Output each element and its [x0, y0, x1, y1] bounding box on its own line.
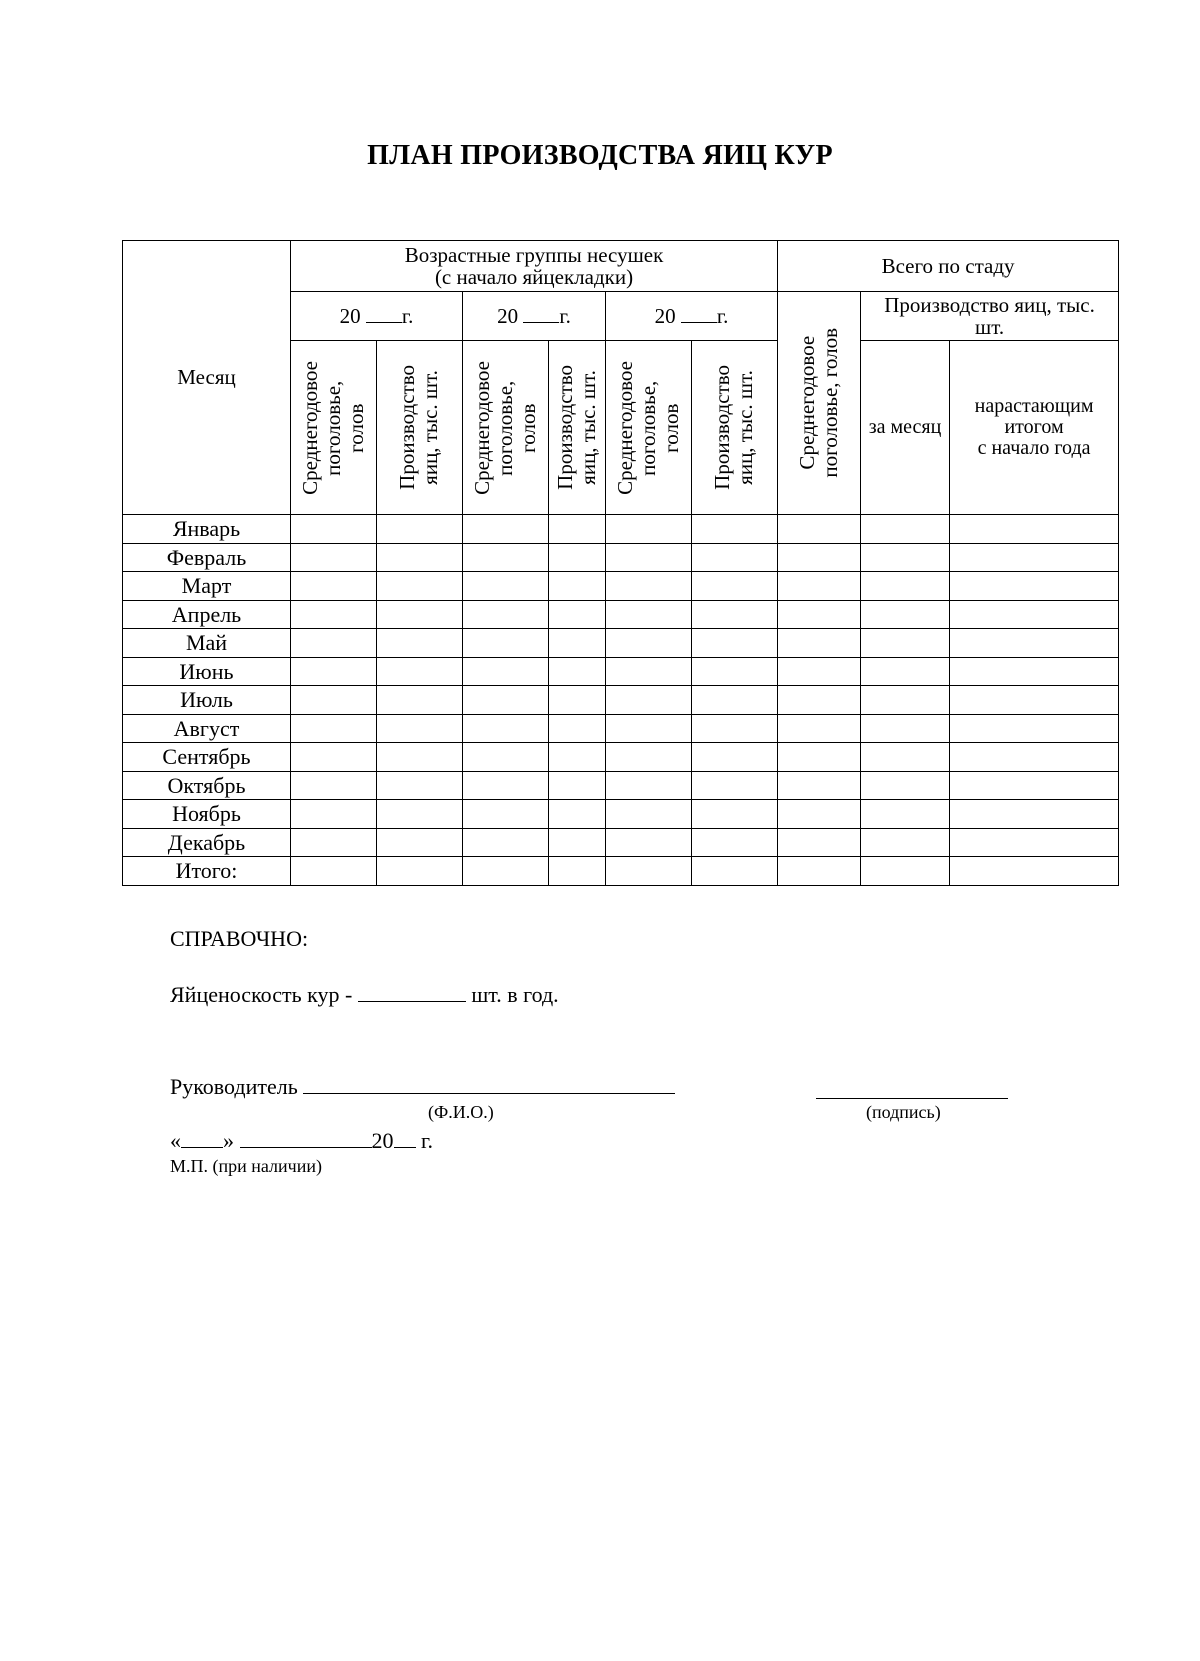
data-cell[interactable]	[377, 828, 463, 857]
egg-production-header: Производство яиц, тыс. шт.	[861, 292, 1119, 341]
data-cell[interactable]	[606, 743, 692, 772]
data-cell[interactable]	[950, 543, 1119, 572]
data-cell[interactable]	[778, 515, 861, 544]
data-cell[interactable]	[377, 657, 463, 686]
data-cell[interactable]	[778, 543, 861, 572]
data-cell[interactable]	[778, 572, 861, 601]
data-cell[interactable]	[606, 543, 692, 572]
data-cell[interactable]	[861, 515, 950, 544]
data-cell[interactable]	[377, 629, 463, 658]
data-cell[interactable]	[692, 771, 778, 800]
productivity-line	[170, 982, 559, 1008]
data-cell[interactable]	[692, 686, 778, 715]
month-cell: Июль	[123, 686, 291, 715]
month-cell: Апрель	[123, 600, 291, 629]
data-cell[interactable]	[950, 857, 1119, 886]
data-cell[interactable]	[549, 629, 606, 658]
data-cell[interactable]	[778, 771, 861, 800]
fio-caption: (Ф.И.О.)	[428, 1102, 494, 1122]
data-cell[interactable]	[291, 771, 377, 800]
data-cell[interactable]	[549, 771, 606, 800]
month-cell: Август	[123, 714, 291, 743]
data-cell[interactable]	[549, 714, 606, 743]
reference-heading: СПРАВОЧНО:	[170, 926, 309, 951]
data-cell[interactable]	[692, 657, 778, 686]
month-cell: Май	[123, 629, 291, 658]
month-cell: Февраль	[123, 543, 291, 572]
data-cell[interactable]	[950, 600, 1119, 629]
table-row	[123, 600, 1119, 629]
data-cell[interactable]	[778, 686, 861, 715]
data-cell[interactable]	[861, 857, 950, 886]
data-cell[interactable]	[778, 743, 861, 772]
cumulative-header: нарастающим итогом с начало года	[950, 341, 1119, 515]
data-cell[interactable]	[606, 828, 692, 857]
data-cell[interactable]	[463, 686, 549, 715]
table-row	[123, 629, 1119, 658]
data-cell[interactable]	[778, 828, 861, 857]
group-2-headcount-header: Среднегодовое поголовье, голов	[463, 341, 549, 515]
data-cell[interactable]	[861, 600, 950, 629]
data-cell[interactable]	[950, 828, 1119, 857]
data-cell[interactable]	[463, 714, 549, 743]
data-cell[interactable]	[606, 800, 692, 829]
data-cell[interactable]	[549, 657, 606, 686]
data-cell[interactable]	[463, 600, 549, 629]
data-cell[interactable]	[692, 600, 778, 629]
data-cell[interactable]	[463, 572, 549, 601]
table-row	[123, 800, 1119, 829]
data-cell[interactable]	[463, 857, 549, 886]
month-cell: Март	[123, 572, 291, 601]
data-cell[interactable]	[291, 857, 377, 886]
data-cell[interactable]	[692, 714, 778, 743]
data-cell[interactable]	[778, 629, 861, 658]
data-cell[interactable]	[549, 543, 606, 572]
signature-blank[interactable]	[816, 1072, 1008, 1099]
signature-caption: (подпись)	[866, 1102, 941, 1122]
productivity-unit: шт. в год.	[471, 982, 559, 1007]
data-cell[interactable]	[692, 572, 778, 601]
data-cell[interactable]	[861, 800, 950, 829]
herd-total-header: Всего по стаду	[778, 241, 1119, 292]
table-row	[123, 857, 1119, 886]
page-title: ПЛАН ПРОИЗВОДСТВА ЯИЦ КУР	[367, 140, 833, 171]
group-1-production-header: Производство яиц, тыс. шт.	[377, 341, 463, 515]
data-cell[interactable]	[291, 600, 377, 629]
total-headcount-header: Среднегодовое поголовье, голов	[778, 292, 861, 515]
data-cell[interactable]	[778, 857, 861, 886]
per-month-header: за месяц	[861, 341, 950, 515]
data-cell[interactable]	[692, 828, 778, 857]
data-cell[interactable]	[549, 743, 606, 772]
data-cell[interactable]	[861, 572, 950, 601]
data-cell[interactable]	[377, 800, 463, 829]
data-cell[interactable]	[377, 572, 463, 601]
data-cell[interactable]	[861, 828, 950, 857]
age-groups-header: Возрастные группы несушек (с начало яйцекладки)	[291, 241, 778, 292]
data-cell[interactable]	[778, 600, 861, 629]
data-cell[interactable]	[692, 515, 778, 544]
data-cell[interactable]	[692, 743, 778, 772]
data-cell[interactable]	[463, 771, 549, 800]
data-cell[interactable]	[778, 657, 861, 686]
data-cell[interactable]	[549, 600, 606, 629]
data-cell[interactable]	[377, 743, 463, 772]
data-cell[interactable]	[950, 714, 1119, 743]
group-1-headcount-header: Среднегодовое поголовье, голов	[291, 341, 377, 515]
data-cell[interactable]	[950, 515, 1119, 544]
data-cell[interactable]	[861, 714, 950, 743]
data-cell[interactable]	[606, 600, 692, 629]
stamp-note: М.П. (при наличии)	[170, 1156, 322, 1176]
data-cell[interactable]	[463, 629, 549, 658]
data-cell[interactable]	[606, 857, 692, 886]
data-cell[interactable]	[463, 543, 549, 572]
month-cell: Январь	[123, 515, 291, 544]
month-cell: Октябрь	[123, 771, 291, 800]
data-cell[interactable]	[549, 800, 606, 829]
data-cell[interactable]	[377, 600, 463, 629]
data-cell[interactable]	[549, 515, 606, 544]
manager-name-blank[interactable]	[303, 1093, 675, 1094]
data-cell[interactable]	[950, 800, 1119, 829]
month-cell: Итого:	[123, 857, 291, 886]
data-cell[interactable]	[291, 828, 377, 857]
data-cell[interactable]	[861, 771, 950, 800]
data-cell[interactable]	[606, 572, 692, 601]
table-row	[123, 657, 1119, 686]
data-cell[interactable]	[291, 686, 377, 715]
data-cell[interactable]	[778, 800, 861, 829]
data-cell[interactable]	[692, 800, 778, 829]
data-cell[interactable]	[291, 515, 377, 544]
data-cell[interactable]	[861, 543, 950, 572]
data-cell[interactable]	[861, 743, 950, 772]
month-cell: Июнь	[123, 657, 291, 686]
data-cell[interactable]	[463, 743, 549, 772]
year-group-2-header: 20 г.	[463, 292, 606, 341]
data-cell[interactable]	[606, 714, 692, 743]
data-cell[interactable]	[778, 714, 861, 743]
data-cell[interactable]	[291, 572, 377, 601]
group-3-production-header: Производство яиц, тыс. шт.	[692, 341, 778, 515]
date-line: « » 20 г.	[170, 1128, 434, 1153]
data-cell[interactable]	[463, 800, 549, 829]
productivity-blank[interactable]	[358, 1001, 466, 1002]
data-cell[interactable]	[861, 686, 950, 715]
table-row	[123, 686, 1119, 715]
data-cell[interactable]	[861, 657, 950, 686]
manager-line	[170, 1074, 675, 1100]
data-cell[interactable]	[377, 857, 463, 886]
data-cell[interactable]	[950, 686, 1119, 715]
data-cell[interactable]	[861, 629, 950, 658]
data-cell[interactable]	[606, 771, 692, 800]
data-cell[interactable]	[463, 515, 549, 544]
group-3-headcount-header: Среднегодовое поголовье, голов	[606, 341, 692, 515]
month-cell: Сентябрь	[123, 743, 291, 772]
table-row	[123, 743, 1119, 772]
data-cell[interactable]	[606, 686, 692, 715]
data-cell[interactable]	[950, 572, 1119, 601]
data-cell[interactable]	[692, 857, 778, 886]
data-cell[interactable]	[606, 657, 692, 686]
data-cell[interactable]	[950, 657, 1119, 686]
group-2-production-header: Производство яиц, тыс. шт.	[549, 341, 606, 515]
data-cell[interactable]	[291, 657, 377, 686]
data-cell[interactable]	[377, 543, 463, 572]
year-group-1-header: 20 г.	[291, 292, 463, 341]
data-cell[interactable]	[291, 543, 377, 572]
table-row	[123, 828, 1119, 857]
month-cell: Ноябрь	[123, 800, 291, 829]
date-month-blank[interactable]	[240, 1147, 372, 1148]
data-cell[interactable]	[291, 714, 377, 743]
data-cell[interactable]	[549, 572, 606, 601]
month-column-header: Месяц	[123, 241, 291, 515]
data-cell[interactable]	[291, 743, 377, 772]
month-cell: Декабрь	[123, 828, 291, 857]
table-row	[123, 714, 1119, 743]
data-cell[interactable]	[291, 629, 377, 658]
table-row	[123, 543, 1119, 572]
data-cell[interactable]	[549, 828, 606, 857]
table-row	[123, 771, 1119, 800]
data-cell[interactable]	[606, 515, 692, 544]
productivity-label: Яйценоскость кур -	[170, 982, 353, 1007]
data-cell[interactable]	[950, 771, 1119, 800]
data-cell[interactable]	[606, 629, 692, 658]
table-row	[123, 572, 1119, 601]
year-group-3-header: 20 г.	[606, 292, 778, 341]
data-cell[interactable]	[463, 828, 549, 857]
data-cell[interactable]	[692, 543, 778, 572]
data-cell[interactable]	[463, 657, 549, 686]
manager-label: Руководитель	[170, 1074, 298, 1099]
data-cell[interactable]	[950, 743, 1119, 772]
egg-production-plan-table	[122, 240, 1119, 886]
data-cell[interactable]	[692, 629, 778, 658]
data-cell[interactable]	[291, 800, 377, 829]
data-cell[interactable]	[549, 686, 606, 715]
data-cell[interactable]	[377, 714, 463, 743]
data-cell[interactable]	[377, 686, 463, 715]
data-cell[interactable]	[377, 771, 463, 800]
table-row	[123, 515, 1119, 544]
data-cell[interactable]	[549, 857, 606, 886]
data-cell[interactable]	[377, 515, 463, 544]
data-cell[interactable]	[950, 629, 1119, 658]
